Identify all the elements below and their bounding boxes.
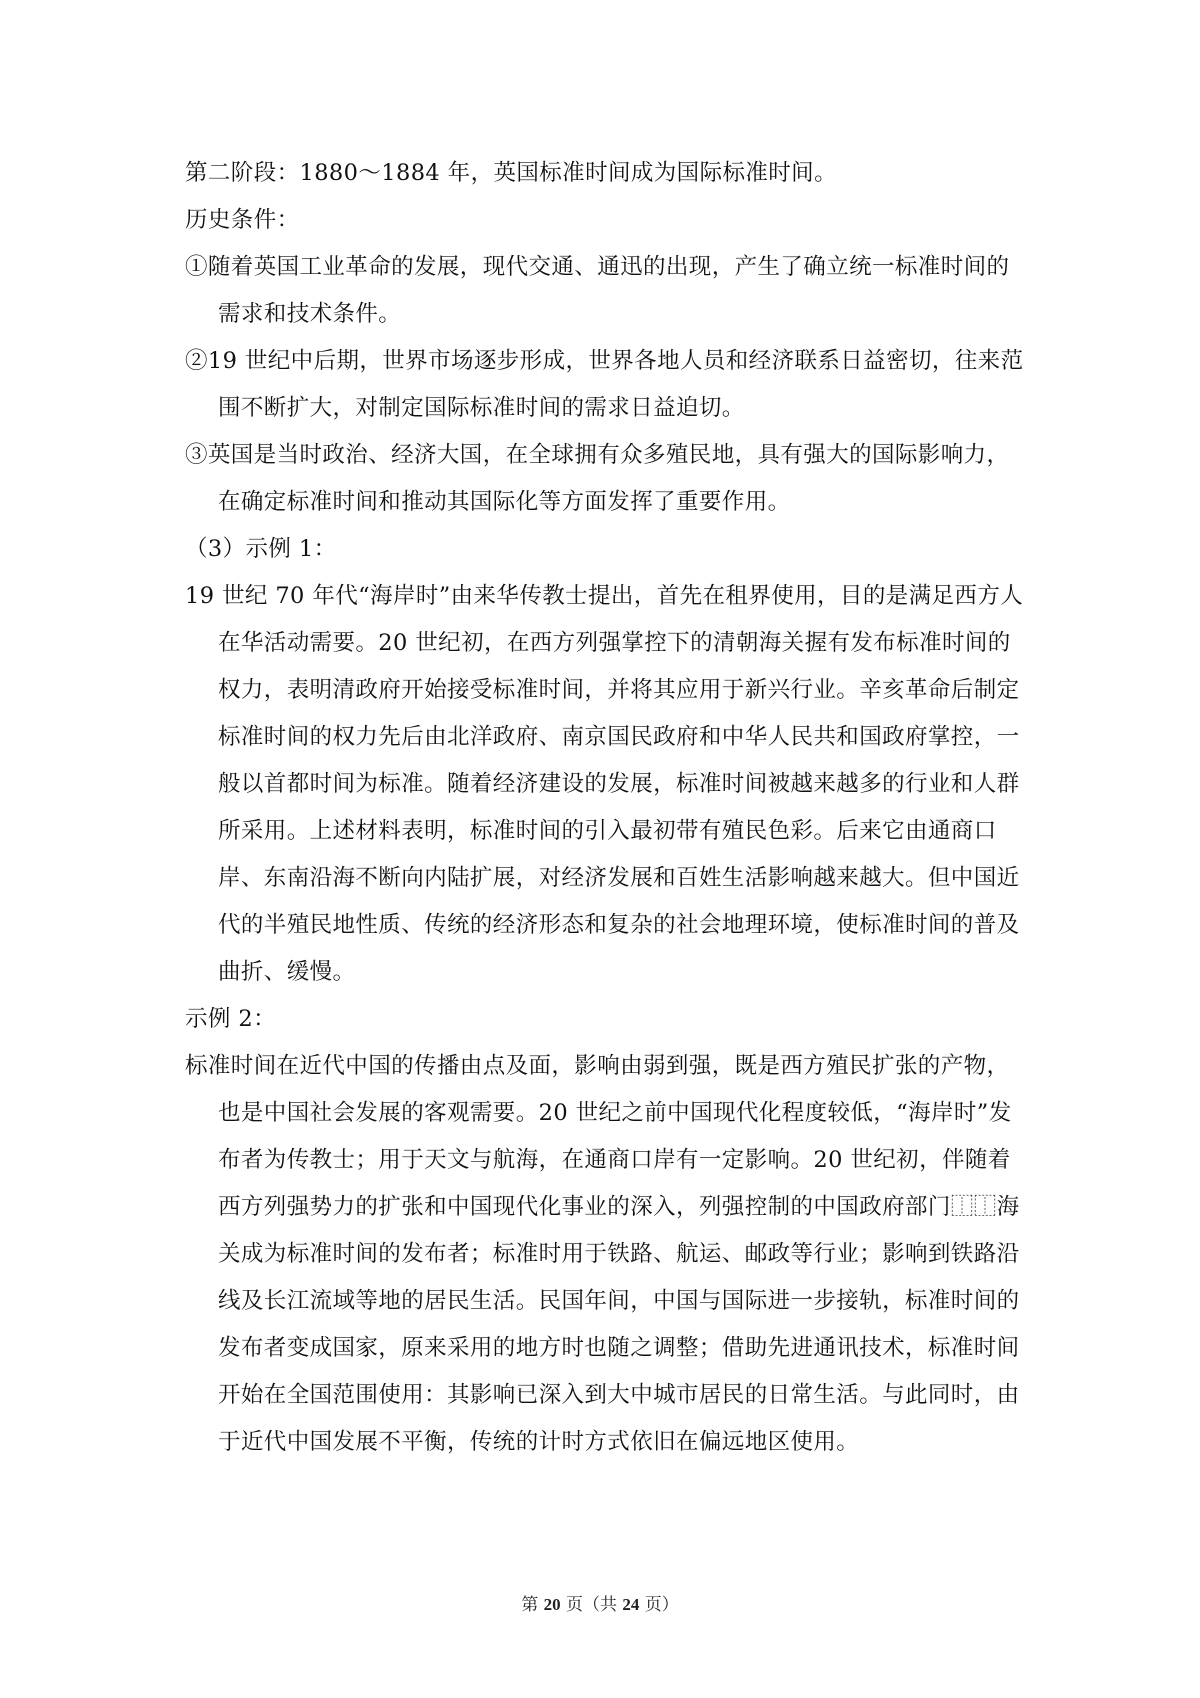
condition-item-2: ②19 世纪中后期，世界市场逐步形成，世界各地人员和经济联系日益密切，往来范围不断扩大，对制定国际标准时间的需求日益迫切。 — [185, 348, 1024, 421]
example-1-paragraph: 19 世纪 70 年代“海岸时”由来华传教士提出，首先在租界使用，目的是满足西方人在华活动需要。20 世纪初，在西方列强掌控下的清朝海关握有发布标准时间的权力，表明清政府开始接受标准时间，并将其应用于新兴行业。辛亥革命后制定标准时间的权力先后由北洋政府、南京国民政府和中华人民共和国政府掌控，一般以首都时间为标准。随着经济建设的发展，标准时间被越来越多的行业和人群所采用。上述材料表明，标准时间的引入最初带有殖民色彩。后来它由通商口岸、东南沿海不断向内陆扩展，对经济发展和百姓生活影响越来越大。但中国近代的半殖民地性质、传统的经济形态和复杂的社会地理环境，使标准时间的普及曲折、缓慢。 — [185, 583, 1024, 985]
footer-suffix: 页） — [639, 1595, 679, 1615]
stage-two-line: 第二阶段：1880～1884 年，英国标准时间成为国际标准时间。 — [185, 160, 837, 186]
example-2-heading: 示例 2： — [185, 1006, 276, 1032]
example-1-heading: （3）示例 1： — [185, 536, 337, 562]
condition-item-3: ③英国是当时政治、经济大国，在全球拥有众多殖民地，具有强大的国际影响力，在确定标准时间和推动其国际化等方面发挥了重要作用。 — [185, 442, 1010, 515]
footer-current-page: 20 — [543, 1595, 561, 1614]
footer-middle: 页（共 — [560, 1595, 623, 1615]
footer-total-pages: 24 — [622, 1595, 640, 1614]
condition-item-1: ①随着英国工业革命的发展，现代交通、通迅的出现，产生了确立统一标准时间的需求和技术条件。 — [185, 254, 1010, 327]
example-2-paragraph: 标准时间在近代中国的传播由点及面，影响由弱到强，既是西方殖民扩张的产物，也是中国社会发展的客观需要。20 世纪之前中国现代化程度较低，“海岸时”发布者为传教士；用于天文与航海，在通商口岸有一定影响。20 世纪初，伴随着西方列强势力的扩张和中国现代化事业的深入，列强控制的中国政府部门⿰⿰海关成为标准时间的发布者；标准时用于铁路、航运、邮政等行业；影响到铁路沿线及长江流域等地的居民生活。民国年间，中国与国际进一步接轨，标准时间的发布者变成国家，原来采用的地方时也随之调整；借助先进通讯技术，标准时间开始在全国范围使用：其影响已深入到大中城市居民的日常生活。与此同时，由于近代中国发展不平衡，传统的计时方式依旧在偏远地区使用。 — [185, 1053, 1020, 1455]
footer-prefix: 第 — [521, 1595, 544, 1615]
page-body — [185, 150, 1025, 1466]
historical-conditions-heading: 历史条件： — [185, 207, 300, 233]
page-footer — [0, 1593, 1200, 1617]
